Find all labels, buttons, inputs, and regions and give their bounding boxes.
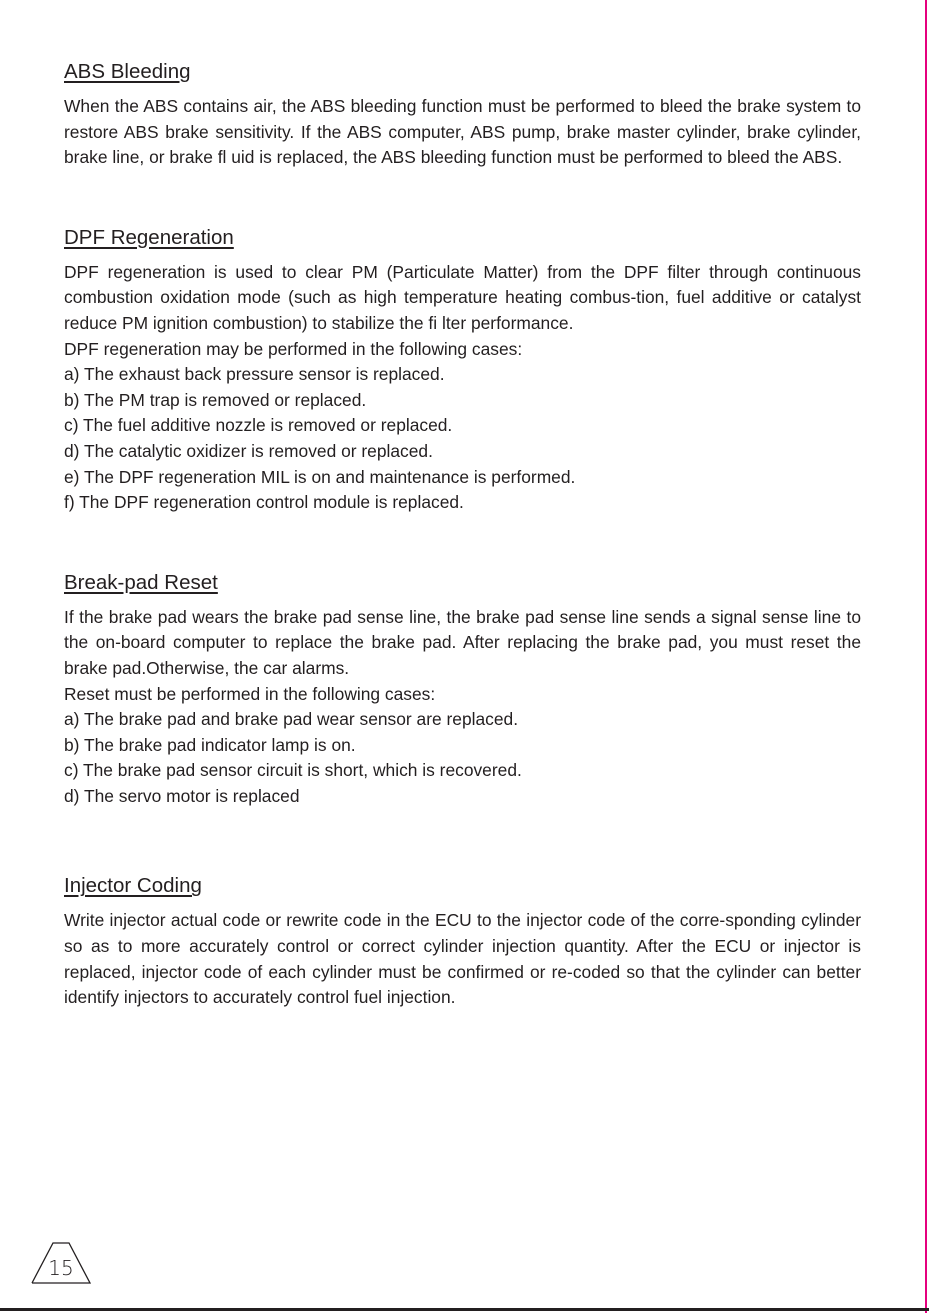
- list-item: a) The brake pad and brake pad wear sensor are replaced.: [64, 709, 519, 730]
- section-paragraph: Write injector actual code or rewrite code in the ECU to the injector code of the corre-sponding cylinder so as to more accurately control or correct cylinder injection quantity. After the ECU or injector is replaced, injector code of each cylinder must be confirmed or re-coded so that the cylinder can better identify injectors to accurately control fuel injection.: [64, 910, 861, 1008]
- section-heading: Break-pad Reset: [64, 570, 218, 594]
- section-paragraph: DPF regeneration is used to clear PM (Particulate Matter) from the DPF filter through continuous combustion oxidation mode (such as high temperature heating combus-tion, fuel additive or catalyst reduce PM ignition combustion) to stabilize the fi lter performance.: [64, 261, 861, 333]
- page-bottom-rule: [0, 1308, 929, 1311]
- section-paragraph: If the brake pad wears the brake pad sense line, the brake pad sense line sends a signal sense line to the on-board computer to replace the brake pad. After replacing the brake pad, you must reset the brake pad.Otherwise, the car alarms.: [64, 606, 861, 678]
- list-item: d) The servo motor is replaced: [64, 785, 300, 806]
- list-item: f) The DPF regeneration control module is replaced.: [64, 492, 464, 513]
- page-edge-accent-line: [925, 0, 927, 1313]
- section-heading: Injector Coding: [64, 874, 202, 898]
- page-number: 15: [48, 1256, 74, 1280]
- section-heading: ABS Bleeding: [64, 60, 191, 83]
- section-injector-coding: [64, 872, 861, 1010]
- list-item: c) The fuel additive nozzle is removed or replaced.: [64, 415, 453, 436]
- section-break-pad-reset: [64, 569, 861, 810]
- list-item: a) The exhaust back pressure sensor is replaced.: [64, 364, 445, 385]
- list-item: d) The catalytic oxidizer is removed or replaced.: [64, 440, 433, 461]
- cases-intro: DPF regeneration may be performed in the following cases:: [64, 338, 523, 359]
- section-abs-bleeding: [64, 58, 861, 171]
- list-item: c) The brake pad sensor circuit is short, which is recovered.: [64, 760, 522, 781]
- cases-intro: Reset must be performed in the following cases:: [64, 683, 436, 704]
- page-number-badge: [31, 1239, 91, 1287]
- section-dpf-regeneration: [64, 224, 861, 516]
- section-heading: DPF Regeneration: [64, 225, 234, 249]
- list-item: b) The PM trap is removed or replaced.: [64, 389, 367, 410]
- page-content: [64, 58, 861, 1011]
- section-paragraph: When the ABS contains air, the ABS bleeding function must be performed to bleed the brake system to restore ABS brake sensitivity. If the ABS computer, ABS pump, brake master cylinder, brake cylinder, brake line, or brake fl uid is replaced, the ABS bleeding function must be performed to bleed the ABS.: [64, 96, 861, 168]
- list-item: b) The brake pad indicator lamp is on.: [64, 734, 356, 755]
- list-item: e) The DPF regeneration MIL is on and maintenance is performed.: [64, 466, 576, 487]
